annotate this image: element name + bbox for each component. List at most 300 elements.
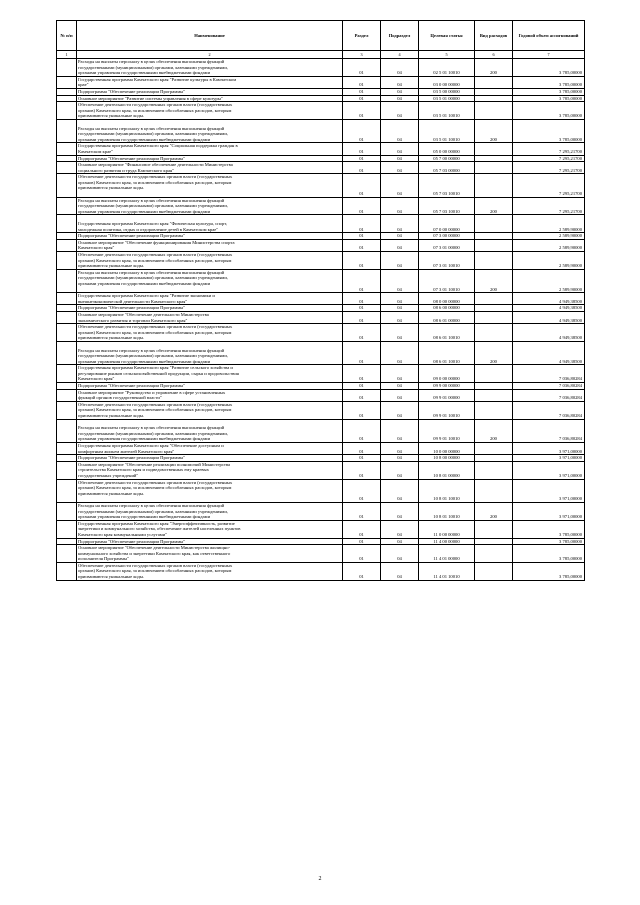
row-section-cell: 01 — [343, 88, 381, 95]
row-name-line: Обеспечение деятельности государственных органов власти (государственных — [78, 102, 233, 108]
row-target-article-cell: 09 9 01 00000 — [419, 389, 475, 401]
row-amount-cell: 7 295,21700 — [513, 174, 585, 197]
row-amount-cell: 7 036,80284 — [513, 389, 585, 401]
row-section-cell: 01 — [343, 520, 381, 538]
table-row — [57, 269, 585, 292]
row-name-line: Государственная программа Камчатского края "Социальная поддержка граждан в — [78, 143, 238, 149]
row-amount-cell: 2 589,90000 — [513, 269, 585, 292]
col-index: 2 — [77, 51, 343, 59]
row-number-cell — [57, 119, 77, 142]
row-number-cell — [57, 76, 77, 88]
row-name-line: коммунального хозяйства и энергетики Камчатского края, как ответственного — [78, 550, 231, 556]
row-target-article-cell: 03 5 00 00000 — [419, 88, 475, 95]
row-subsection-cell: 04 — [381, 252, 419, 270]
row-section-cell: 01 — [343, 102, 381, 120]
row-expense-type-cell: 200 — [475, 197, 513, 215]
table-row — [57, 520, 585, 538]
row-name-cell — [77, 252, 343, 270]
row-section-cell: 01 — [343, 365, 381, 383]
col-header-subsection: Подраздел — [381, 21, 419, 51]
row-subsection-cell: 04 — [381, 443, 419, 455]
row-target-article-cell: 08 0 00 00000 — [419, 293, 475, 305]
row-amount-cell: 4 949,38500 — [513, 324, 585, 342]
row-number-cell — [57, 520, 77, 538]
row-amount-cell: 2 589,90000 — [513, 252, 585, 270]
row-name-line: Государственная программа Камчатского края "Физическая культура, спорт, — [78, 221, 228, 227]
col-index: 1 — [57, 51, 77, 59]
row-name-line: Государственная программа Камчатского края "Обеспечение доступным и — [78, 443, 224, 448]
row-name-line: экономического развития и торговли Камчатского края" — [78, 317, 188, 323]
row-number-cell — [57, 401, 77, 419]
row-expense-type-cell — [475, 324, 513, 342]
row-expense-type-cell — [475, 162, 513, 174]
row-amount-cell: 3 785,00000 — [513, 545, 585, 563]
row-section-cell: 01 — [343, 197, 381, 215]
row-expense-type-cell: 200 — [475, 269, 513, 292]
row-name-cell — [77, 95, 343, 102]
row-name-cell — [77, 520, 343, 538]
row-name-line: государственными (муниципальными) органами, казенными учреждениями, — [78, 203, 228, 209]
page-number: 2 — [318, 876, 322, 882]
row-number-cell — [57, 461, 77, 479]
row-section-cell: 01 — [343, 461, 381, 479]
row-name-cell — [77, 419, 343, 442]
row-number-cell — [57, 102, 77, 120]
row-name-line: присваиваются уникальные коды. — [78, 413, 145, 419]
row-name-line: крае" — [78, 82, 89, 88]
row-name-line: присваиваются уникальные коды. — [78, 574, 145, 580]
row-amount-cell: 7 036,80284 — [513, 419, 585, 442]
row-subsection-cell: 04 — [381, 455, 419, 462]
row-subsection-cell: 04 — [381, 155, 419, 162]
row-subsection-cell: 04 — [381, 538, 419, 545]
row-name-cell — [77, 455, 343, 462]
row-expense-type-cell: 200 — [475, 119, 513, 142]
row-name-line: внешнеэкономической деятельности Камчатского края" — [78, 298, 188, 304]
row-target-article-cell: 11 4 01 00000 — [419, 545, 475, 563]
row-target-article-cell: 05 7 00 00000 — [419, 155, 475, 162]
row-amount-cell: 3 785,00000 — [513, 95, 585, 102]
col-header-expense-type: Вид расходов — [475, 21, 513, 51]
row-name-cell — [77, 239, 343, 251]
row-name-line: Обеспечение деятельности государственных органов власти (государственных — [78, 174, 233, 180]
table-row — [57, 341, 585, 364]
col-header-annual-amount: Годовой объем ассигнований — [513, 21, 585, 51]
row-name-line: государственных учреждений" — [78, 472, 139, 478]
row-subsection-cell: 04 — [381, 59, 419, 77]
row-expense-type-cell — [475, 520, 513, 538]
row-name-line: энергетики и коммунального хозяйства, обеспечение жителей населенных пунктов — [78, 526, 241, 532]
row-name-line: присваиваются уникальные коды. — [78, 185, 145, 191]
row-section-cell: 01 — [343, 305, 381, 312]
row-subsection-cell: 04 — [381, 562, 419, 580]
row-number-cell — [57, 341, 77, 364]
row-number-cell — [57, 174, 77, 197]
table-row — [57, 233, 585, 240]
row-name-cell — [77, 365, 343, 383]
row-name-line: государственными (муниципальными) органами, казенными учреждениями, — [78, 131, 228, 137]
row-expense-type-cell — [475, 455, 513, 462]
row-subsection-cell: 04 — [381, 76, 419, 88]
row-number-cell — [57, 162, 77, 174]
row-target-article-cell: 10 8 00 00000 — [419, 455, 475, 462]
row-name-line: органами управления государственными внебюджетными фондами — [78, 136, 211, 142]
row-name-cell — [77, 305, 343, 312]
row-expense-type-cell — [475, 311, 513, 323]
row-target-article-cell: 03 5 01 10010 — [419, 102, 475, 120]
row-target-article-cell: 11 4 01 10010 — [419, 562, 475, 580]
row-name-cell — [77, 502, 343, 520]
row-amount-cell: 3 971,00000 — [513, 502, 585, 520]
col-header-target-article: Целевая статья — [419, 21, 475, 51]
row-expense-type-cell: 200 — [475, 419, 513, 442]
row-expense-type-cell — [475, 293, 513, 305]
row-number-cell — [57, 538, 77, 545]
row-subsection-cell: 04 — [381, 95, 419, 102]
row-name-line: органов) Камчатского края, за исключением обособленных расходов, которым — [78, 485, 232, 491]
table-row — [57, 419, 585, 442]
row-subsection-cell: 04 — [381, 479, 419, 502]
row-name-cell — [77, 562, 343, 580]
row-expense-type-cell — [475, 389, 513, 401]
row-expense-type-cell — [475, 233, 513, 240]
row-number-cell — [57, 443, 77, 455]
table-row — [57, 562, 585, 580]
row-target-article-cell: 03 5 01 00000 — [419, 95, 475, 102]
row-section-cell: 01 — [343, 59, 381, 77]
budget-table — [56, 20, 585, 581]
row-target-article-cell: 05 0 00 00000 — [419, 143, 475, 155]
row-name-line: Подпрограмма "Обеспечение реализации Программы" — [78, 155, 186, 161]
row-name-cell — [77, 174, 343, 197]
row-section-cell: 01 — [343, 293, 381, 305]
row-number-cell — [57, 233, 77, 240]
row-name-line: Основное мероприятие "Финансовое обеспечение деятельности Министерства — [78, 162, 233, 168]
row-subsection-cell: 04 — [381, 102, 419, 120]
row-name-cell — [77, 76, 343, 88]
row-name-line: Подпрограмма "Обеспечение реализации Программы" — [78, 233, 186, 239]
row-amount-cell: 2 589,90000 — [513, 239, 585, 251]
row-name-cell — [77, 341, 343, 364]
row-expense-type-cell — [475, 102, 513, 120]
row-name-line: Расходы на выплаты персоналу в целях обеспечения выполнения функций — [78, 197, 225, 203]
row-name-line: органов) Камчатского края, за исключением обособленных расходов, которым — [78, 407, 232, 413]
row-expense-type-cell — [475, 174, 513, 197]
row-target-article-cell: 07 0 00 00000 — [419, 215, 475, 233]
row-target-article-cell: 08 6 00 00000 — [419, 305, 475, 312]
row-target-article-cell: 10 8 01 10010 — [419, 502, 475, 520]
row-name-line: Обеспечение деятельности государственных органов власти (государственных — [78, 252, 233, 257]
col-header-name: Наименование — [77, 21, 343, 51]
row-amount-cell: 3 785,00000 — [513, 520, 585, 538]
row-name-line: органами управления государственными внебюджетными фондами — [78, 358, 211, 364]
row-section-cell: 01 — [343, 311, 381, 323]
table-row — [57, 239, 585, 251]
row-target-article-cell: 07 3 01 10010 — [419, 269, 475, 292]
row-number-cell — [57, 59, 77, 77]
row-name-line: органами управления государственными внебюджетными фондами — [78, 514, 211, 520]
table-row — [57, 102, 585, 120]
row-section-cell: 01 — [343, 162, 381, 174]
row-target-article-cell: 08 6 01 10010 — [419, 341, 475, 364]
table-row — [57, 455, 585, 462]
row-name-line: присваиваются уникальные коды. — [78, 113, 145, 119]
row-subsection-cell: 04 — [381, 383, 419, 390]
row-amount-cell: 7 036,80284 — [513, 383, 585, 390]
row-name-line: Камчатском крае" — [78, 148, 114, 154]
col-index: 6 — [475, 51, 513, 59]
row-subsection-cell: 04 — [381, 545, 419, 563]
row-name-line: присваиваются уникальные коды. — [78, 490, 145, 496]
row-name-line: функций органов государственной власти" — [78, 395, 162, 401]
row-section-cell: 01 — [343, 239, 381, 251]
row-subsection-cell: 04 — [381, 324, 419, 342]
row-section-cell: 01 — [343, 269, 381, 292]
row-amount-cell: 4 949,38500 — [513, 293, 585, 305]
col-index: 3 — [343, 51, 381, 59]
row-name-cell — [77, 143, 343, 155]
row-name-cell — [77, 538, 343, 545]
table-row — [57, 545, 585, 563]
row-section-cell: 01 — [343, 419, 381, 442]
row-name-cell — [77, 311, 343, 323]
row-amount-cell: 7 295,21700 — [513, 162, 585, 174]
row-amount-cell: 3 785,00000 — [513, 538, 585, 545]
row-expense-type-cell: 200 — [475, 502, 513, 520]
row-number-cell — [57, 293, 77, 305]
row-expense-type-cell — [475, 305, 513, 312]
row-amount-cell: 3 971,00000 — [513, 461, 585, 479]
row-name-cell — [77, 461, 343, 479]
row-number-cell — [57, 155, 77, 162]
row-target-article-cell: 08 6 01 10010 — [419, 324, 475, 342]
row-name-cell — [77, 102, 343, 120]
row-amount-cell: 3 971,00000 — [513, 479, 585, 502]
row-name-cell — [77, 155, 343, 162]
row-amount-cell: 2 589,90000 — [513, 233, 585, 240]
row-name-line: Камчатского края" — [78, 245, 115, 251]
row-number-cell — [57, 88, 77, 95]
row-name-cell — [77, 293, 343, 305]
table-row — [57, 143, 585, 155]
row-name-line: Обеспечение деятельности государственных органов власти (государственных — [78, 324, 233, 330]
row-target-article-cell: 09 9 00 00000 — [419, 383, 475, 390]
row-name-cell — [77, 443, 343, 455]
row-number-cell — [57, 479, 77, 502]
row-section-cell: 01 — [343, 174, 381, 197]
row-number-cell — [57, 305, 77, 312]
row-number-cell — [57, 95, 77, 102]
row-amount-cell: 7 036,80284 — [513, 365, 585, 383]
row-expense-type-cell — [475, 383, 513, 390]
row-name-line: Обеспечение деятельности государственных органов власти (государственных — [78, 562, 233, 568]
row-name-line: регулирование рынков сельскохозяйственной продукции, сырья и продовольствия — [78, 370, 239, 376]
row-subsection-cell: 04 — [381, 341, 419, 364]
row-target-article-cell: 07 3 01 00000 — [419, 239, 475, 251]
row-expense-type-cell: 200 — [475, 341, 513, 364]
row-number-cell — [57, 143, 77, 155]
row-target-article-cell: 03 5 01 10010 — [419, 119, 475, 142]
row-amount-cell: 3 785,00000 — [513, 76, 585, 88]
row-section-cell: 01 — [343, 443, 381, 455]
row-expense-type-cell — [475, 143, 513, 155]
row-target-article-cell: 09 0 00 00000 — [419, 365, 475, 383]
row-section-cell: 01 — [343, 562, 381, 580]
table-row — [57, 324, 585, 342]
row-expense-type-cell — [475, 461, 513, 479]
row-target-article-cell: 07 3 01 10010 — [419, 252, 475, 270]
row-expense-type-cell — [475, 239, 513, 251]
row-name-cell — [77, 88, 343, 95]
table-row — [57, 479, 585, 502]
row-target-article-cell: 11 0 00 00000 — [419, 520, 475, 538]
row-number-cell — [57, 215, 77, 233]
row-expense-type-cell — [475, 479, 513, 502]
row-expense-type-cell — [475, 76, 513, 88]
budget-table-sheet — [56, 20, 584, 581]
row-name-line: Основное мероприятие "Обеспечение реализации полномочий Министерства — [78, 461, 231, 467]
row-section-cell: 01 — [343, 215, 381, 233]
row-name-line: Основное мероприятие "Развитие системы управления в сфере культуры" — [78, 95, 223, 101]
row-number-cell — [57, 383, 77, 390]
row-section-cell: 01 — [343, 155, 381, 162]
row-name-line: социального развития и труда Камчатского края" — [78, 167, 174, 173]
row-name-line: Расходы на выплаты персоналу в целях обеспечения выполнения функций — [78, 125, 225, 131]
row-section-cell: 01 — [343, 143, 381, 155]
row-amount-cell: 7 036,80284 — [513, 401, 585, 419]
row-section-cell: 01 — [343, 76, 381, 88]
row-amount-cell: 3 971,00000 — [513, 443, 585, 455]
row-amount-cell: 2 589,90000 — [513, 215, 585, 233]
row-section-cell: 01 — [343, 383, 381, 390]
row-name-line: органами управления государственными внебюджетными фондами — [78, 70, 211, 76]
row-expense-type-cell — [475, 538, 513, 545]
row-name-line: органов) Камчатского края, за исключением обособленных расходов, которым — [78, 329, 232, 335]
table-row — [57, 293, 585, 305]
row-target-article-cell: 07 3 00 00000 — [419, 233, 475, 240]
row-subsection-cell: 04 — [381, 119, 419, 142]
row-section-cell: 01 — [343, 252, 381, 270]
row-target-article-cell: 09 9 01 10010 — [419, 401, 475, 419]
col-header-section: Раздел — [343, 21, 381, 51]
row-section-cell: 01 — [343, 95, 381, 102]
table-row — [57, 197, 585, 215]
row-name-line: строительства Камчатского края и подведомственных ему краевых — [78, 467, 209, 473]
row-name-line: органов) Камчатского края, за исключением обособленных расходов, которым — [78, 257, 232, 263]
row-amount-cell: 4 949,38500 — [513, 305, 585, 312]
row-subsection-cell: 04 — [381, 197, 419, 215]
row-name-line: Расходы на выплаты персоналу в целях обеспечения выполнения функций — [78, 502, 225, 508]
table-row — [57, 401, 585, 419]
row-name-line: органов) Камчатского края, за исключением обособленных расходов, которым — [78, 568, 232, 574]
table-row — [57, 461, 585, 479]
row-name-line: органами управления государственными внебюджетными фондами — [78, 436, 211, 442]
row-name-line: органами управления государственными внебюджетными фондами — [78, 208, 211, 214]
row-name-line: Государственная программа Камчатского края "Энергоэффективность, развитие — [78, 520, 235, 526]
row-section-cell: 01 — [343, 545, 381, 563]
table-body — [57, 59, 585, 581]
row-name-line: Расходы на выплаты персоналу в целях обеспечения выполнения функций — [78, 425, 225, 431]
table-row — [57, 383, 585, 390]
table-row — [57, 155, 585, 162]
row-number-cell — [57, 239, 77, 251]
row-name-cell — [77, 119, 343, 142]
row-expense-type-cell: 200 — [475, 59, 513, 77]
row-section-cell: 01 — [343, 479, 381, 502]
row-section-cell: 01 — [343, 389, 381, 401]
column-index-row — [57, 51, 585, 59]
row-subsection-cell: 04 — [381, 143, 419, 155]
col-index: 5 — [419, 51, 475, 59]
row-amount-cell: 7 295,21700 — [513, 197, 585, 215]
row-section-cell: 01 — [343, 324, 381, 342]
row-number-cell — [57, 365, 77, 383]
row-name-line: Основное мероприятие "Обеспечение деятельности Министерства — [78, 311, 209, 317]
row-subsection-cell: 04 — [381, 305, 419, 312]
row-name-line: органами управления государственными внебюджетными фондами — [78, 280, 211, 286]
row-subsection-cell: 04 — [381, 365, 419, 383]
row-name-cell — [77, 324, 343, 342]
row-expense-type-cell — [475, 88, 513, 95]
row-expense-type-cell — [475, 155, 513, 162]
row-expense-type-cell — [475, 562, 513, 580]
row-name-line: Расходы на выплаты персоналу в целях обеспечения выполнения функций — [78, 59, 225, 64]
table-row — [57, 389, 585, 401]
table-row — [57, 305, 585, 312]
row-subsection-cell: 04 — [381, 293, 419, 305]
table-row — [57, 538, 585, 545]
row-number-cell — [57, 252, 77, 270]
row-name-line: молодежная политика, отдых и оздоровление детей в Камчатском крае" — [78, 226, 219, 232]
table-row — [57, 119, 585, 142]
row-name-line: государственными (муниципальными) органами, казенными учреждениями, — [78, 508, 228, 514]
row-name-line: государственными (муниципальными) органами, казенными учреждениями, — [78, 430, 228, 436]
row-name-cell — [77, 383, 343, 390]
row-number-cell — [57, 269, 77, 292]
table-row — [57, 311, 585, 323]
row-subsection-cell: 04 — [381, 419, 419, 442]
row-name-line: Основное мероприятие "Обеспечение функционирования Министерства спорта — [78, 239, 235, 245]
row-subsection-cell: 04 — [381, 233, 419, 240]
row-number-cell — [57, 389, 77, 401]
row-number-cell — [57, 562, 77, 580]
table-row — [57, 59, 585, 77]
row-number-cell — [57, 324, 77, 342]
table-row — [57, 162, 585, 174]
row-section-cell: 01 — [343, 502, 381, 520]
row-subsection-cell: 04 — [381, 269, 419, 292]
row-name-line: присваиваются уникальные коды. — [78, 263, 145, 269]
row-target-article-cell: 03 0 00 00000 — [419, 76, 475, 88]
row-amount-cell: 3 785,00000 — [513, 119, 585, 142]
table-row — [57, 502, 585, 520]
row-name-line: Камчатского края" — [78, 376, 115, 382]
table-row — [57, 215, 585, 233]
row-name-line: государственными (муниципальными) органами, казенными учреждениями, — [78, 275, 228, 281]
row-target-article-cell: 09 9 01 10010 — [419, 419, 475, 442]
row-name-line: присваиваются уникальные коды. — [78, 335, 145, 341]
row-target-article-cell: 02 5 01 10010 — [419, 59, 475, 77]
row-target-article-cell: 05 7 03 10010 — [419, 197, 475, 215]
row-expense-type-cell — [475, 365, 513, 383]
row-subsection-cell: 04 — [381, 311, 419, 323]
row-expense-type-cell — [475, 252, 513, 270]
row-subsection-cell: 04 — [381, 162, 419, 174]
row-amount-cell: 4 949,38500 — [513, 311, 585, 323]
row-amount-cell: 3 785,00000 — [513, 562, 585, 580]
row-name-line: комфортным жильем жителей Камчатского края" — [78, 448, 175, 454]
row-expense-type-cell — [475, 545, 513, 563]
